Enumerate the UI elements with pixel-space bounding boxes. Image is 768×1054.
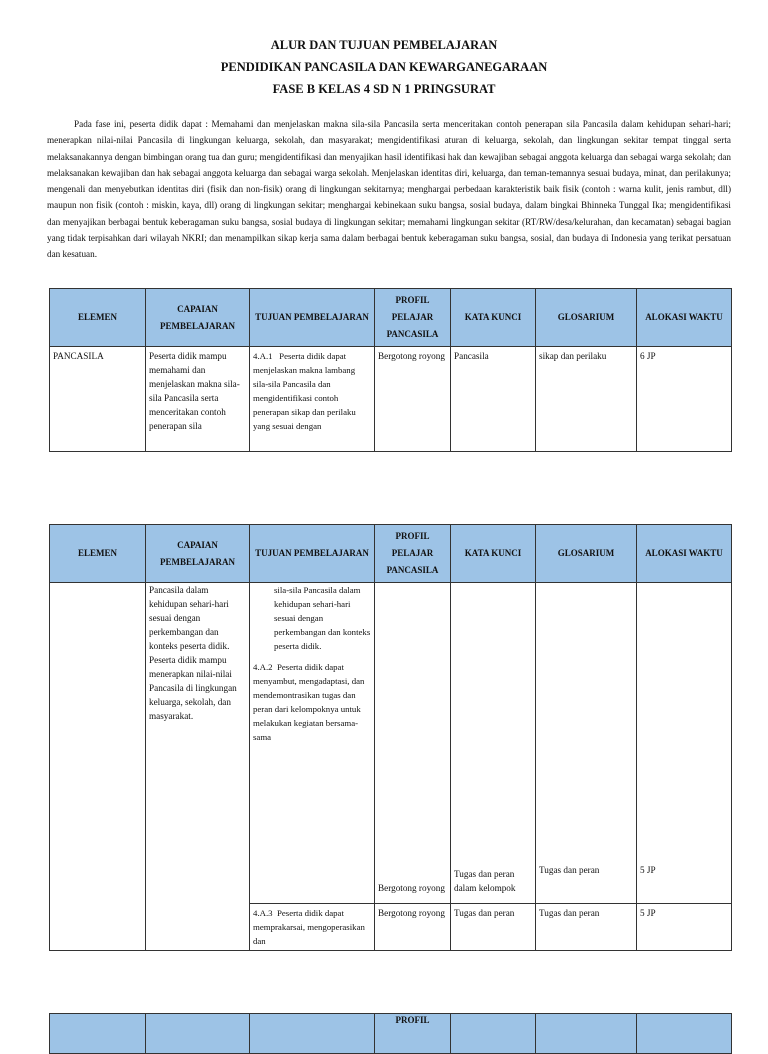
- title-line-3: FASE B KELAS 4 SD N 1 PRINGSURAT: [272, 82, 496, 96]
- intro-paragraph: [47, 116, 731, 263]
- tujuan-text: Peserta didik dapat memprakarsai, mengoperasikan dan: [253, 908, 365, 946]
- tujuan-number: 4.A.2 Peserta didik dapat menyambut, mengadaptasi, dan mendemontrasikan tugas dan peran dari kelompoknya untuk melakukan kegiatan bersama-sama: [253, 662, 365, 742]
- cell-glosarium: Tugas dan peran: [536, 583, 637, 904]
- title-line-2: PENDIDIKAN PANCASILA DAN KEWARGANEGARAAN: [220, 60, 548, 74]
- header-tujuan: TUJUAN PEMBELAJARAN: [250, 289, 375, 347]
- cell-alokasi: 6 JP: [637, 347, 732, 452]
- cell-glosarium: sikap dan perilaku: [536, 347, 637, 452]
- header-elemen: [50, 1014, 146, 1054]
- header-glosarium: [536, 1014, 637, 1054]
- header-glosarium: GLOSARIUM: [536, 289, 637, 347]
- learning-table-1: [49, 288, 732, 452]
- cell-kata-kunci: Pancasila: [451, 347, 536, 452]
- header-kata-kunci: KATA KUNCI: [451, 289, 536, 347]
- header-capaian: [146, 1014, 250, 1054]
- tujuan-number: 4.A.1 Peserta didik dapat menjelaskan makna lambang sila-sila Pancasila dan mengidentifikasi contoh penerapan sikap dan perilaku yang sesuai dengan: [253, 351, 356, 431]
- tujuan-text: Peserta didik dapat menjelaskan makna lambang sila-sila Pancasila dan mengidentifikasi contoh penerapan sikap dan perilaku yang sesuai dengan: [253, 351, 356, 431]
- cell-alokasi: 5 JP: [637, 904, 732, 951]
- learning-table-3: [49, 1013, 732, 1054]
- header-glosarium: GLOSARIUM: [536, 525, 637, 583]
- document-title: [0, 34, 768, 100]
- cell-profil: Bergotong royong: [375, 347, 451, 452]
- cell-alokasi: 5 JP: [637, 583, 732, 904]
- title-line-1: ALUR DAN TUJUAN PEMBELAJARAN: [270, 38, 498, 52]
- cell-capaian: Peserta didik mampu memahami dan menjelaskan makna sila-sila Pancasila serta menceritakan contoh penerapan sila: [146, 347, 250, 452]
- cell-elemen: [50, 583, 146, 951]
- header-alokasi: ALOKASI WAKTU: [637, 525, 732, 583]
- cell-capaian: Pancasila dalam kehidupan sehari-hari sesuai dengan perkembangan dan konteks peserta didik. Peserta didik mampu menerapkan nilai-nilai Pancasila di lingkungan keluarga, sekolah, dan masyarakat.: [146, 583, 250, 951]
- cell-profil: Bergotong royong: [375, 583, 451, 904]
- cell-tujuan: [250, 583, 375, 904]
- cell-elemen: PANCASILA: [50, 347, 146, 452]
- cell-kata-kunci: Tugas dan peran: [451, 904, 536, 951]
- header-alokasi: ALOKASI WAKTU: [637, 289, 732, 347]
- header-profil: PROFIL PELAJAR PANCASILA: [375, 525, 451, 583]
- header-capaian: CAPAIAN PEMBELAJARAN: [146, 289, 250, 347]
- header-profil: PROFIL: [375, 1014, 451, 1054]
- cell-kata-kunci: Tugas dan peran dalam kelompok: [451, 583, 536, 904]
- header-alokasi: [637, 1014, 732, 1054]
- header-elemen: ELEMEN: [50, 525, 146, 583]
- header-capaian: CAPAIAN PEMBELAJARAN: [146, 525, 250, 583]
- intro-text: Pada fase ini, peserta didik dapat : Memahami dan menjelaskan makna sila-sila Pancasila serta menceritakan contoh penerapan sila Pancasila dalam kehidupan sehari-hari; menerapkan nilai-nilai Pancasila di lingkungan keluarga, sekolah, dan masyarakat; mengidentifikasi aturan di keluarga, sekolah, dan lingkungan sekitar tempat tinggal serta melaksanakannya dengan bimbingan orang tua dan guru; mengidentifikasi dan menyajikan hasil identifikasi hak dan kewajiban sebagai anggota keluarga dan sebagai warga sekolah; dan melaksanakan kewajiban dan hak sebagai anggota keluarga dan sebagai warga sekolah. Menjelaskan identitas diri, keluarga, dan teman-temannya sesuai budaya, minat, dan perilakunya; mengenali dan menyebutkan identitas diri (fisik dan non-fisik) orang di lingkungan sekitarnya; menghargai perbedaan karakteristik baik fisik (contoh : warna kulit, jenis rambut, dll) maupun non fisik (contoh : miskin, kaya, dll) orang di lingkungan sekitar; menghargai kebinekaan suku bangsa, sosial budaya, dalam bingkai Bhinneka Tunggal Ika; mengidentifikasi dan menyajikan berbagai bentuk keberagaman suku bangsa, sosial budaya di lingkungan sekitar; memahami lingkungan sekitar (RT/RW/desa/kelurahan, dan kecamatan) sebagai bagian yang tidak terpisahkan dari wilayah NKRI; dan menampilkan sikap kerja sama dalam berbagai bentuk keberagaman suku bangsa, sosial, dan budaya di Indonesia yang terikat persatuan dan kesatuan.: [47, 119, 731, 260]
- tujuan-number: 4.A.3 Peserta didik dapat memprakarsai, mengoperasikan dan: [253, 908, 365, 946]
- cell-tujuan: [250, 347, 375, 452]
- header-profil: PROFIL PELAJAR PANCASILA: [375, 289, 451, 347]
- table-header-row: [50, 525, 732, 583]
- tujuan-text: Peserta didik dapat menyambut, mengadaptasi, dan mendemontrasikan tugas dan peran dari kelompoknya untuk melakukan kegiatan bersama-sama: [253, 662, 365, 742]
- header-kata-kunci: [451, 1014, 536, 1054]
- cell-glosarium: Tugas dan peran: [536, 904, 637, 951]
- header-elemen: ELEMEN: [50, 289, 146, 347]
- header-tujuan: [250, 1014, 375, 1054]
- table-header-row: [50, 289, 732, 347]
- cell-profil: Bergotong royong: [375, 904, 451, 951]
- table-row: [50, 347, 732, 452]
- learning-table-2: [49, 524, 732, 951]
- cell-tujuan: [250, 904, 375, 951]
- table-header-row: [50, 1014, 732, 1054]
- tujuan-continuation: sila-sila Pancasila dalam kehidupan sehari-hari sesuai dengan perkembangan dan konteks peserta didik.: [274, 585, 371, 651]
- table-row: [50, 583, 732, 904]
- header-tujuan: TUJUAN PEMBELAJARAN: [250, 525, 375, 583]
- header-kata-kunci: KATA KUNCI: [451, 525, 536, 583]
